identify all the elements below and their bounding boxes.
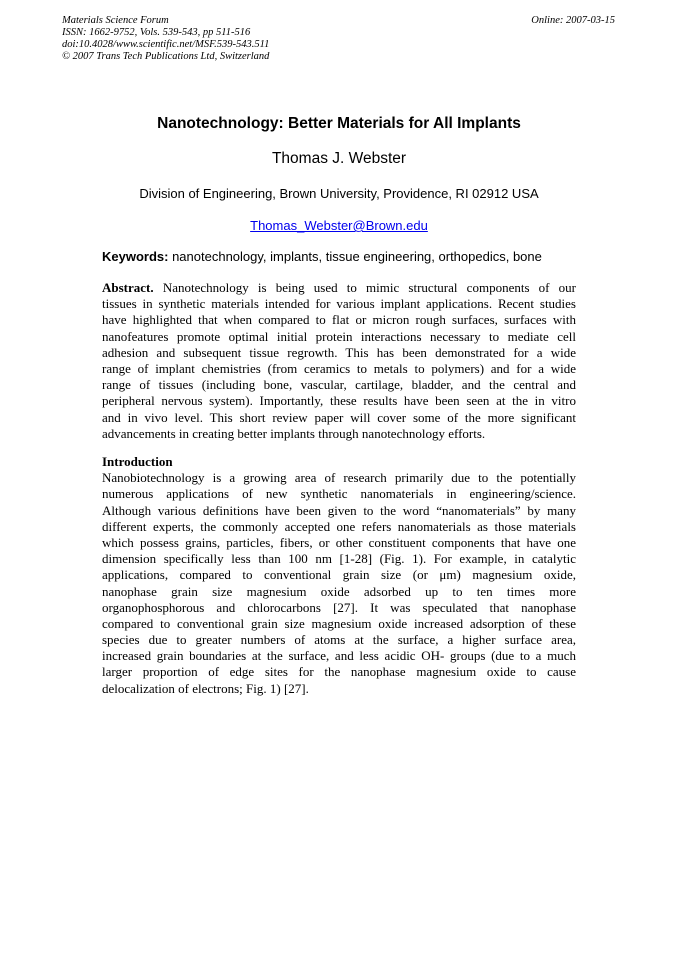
abstract-line: and in vivo level. This short review paper will cover some of the more significant (102, 409, 576, 425)
abstract-line: advancements in creating better implants through nanotechnology efforts. (102, 425, 486, 441)
paper-author: Thomas J. Webster (271, 150, 407, 167)
abstract-line: peripheral nervous system). Importantly, these results have been seen at the in vitro (102, 393, 576, 409)
introduction-line: Although various definitions have been given to the word “nanomaterials” by many (102, 502, 576, 518)
introduction-section (102, 454, 576, 697)
introduction-line: organophosphorous and chlorocarbons [27]. It was speculated that nanophase (102, 599, 576, 615)
keywords-line (102, 249, 576, 265)
keywords-text: nanotechnology, implants, tissue engineering, orthopedics, bone (168, 249, 542, 264)
journal-doi: doi:10.4028/www.scientific.net/MSF.539-543.511 (62, 39, 270, 50)
introduction-line: which possess grains, particles, fibers, or other constituent components that have one (102, 534, 576, 550)
introduction-line: dimension specifically less than 100 nm [1-28] (Fig. 1). For example, in catalytic (102, 551, 576, 567)
abstract-line: tissues in synthetic materials intended for various implant applications. Recent studies (102, 296, 576, 312)
introduction-heading: Introduction (102, 454, 173, 469)
abstract-line-text: Nanotechnology is being used to mimic structural components of our (162, 280, 576, 295)
keywords-label: Keywords: (102, 249, 169, 264)
abstract-line: adhesion and subsequent tissue regrowth. This has been demonstrated for a wide (102, 344, 576, 360)
author-affiliation: Division of Engineering, Brown University, Providence, RI 02912 USA (139, 186, 539, 201)
author-email-container (0, 218, 678, 234)
introduction-line: larger proportion of edge sites for the nanophase magnesium oxide to cause (102, 664, 576, 680)
introduction-line: Nanobiotechnology is a growing area of research primarily due to the potentially (102, 470, 576, 486)
introduction-line: increased grain boundaries at the surface, and less acidic OH- groups (due to a much (102, 648, 576, 664)
introduction-line: nanophase grain size magnesium oxide adsorbed up to ten times more (102, 583, 576, 599)
journal-header (62, 15, 269, 63)
introduction-line: delocalization of electrons; Fig. 1) [27]. (102, 680, 309, 696)
introduction-line: species due to greater numbers of atoms at the surface, a higher surface area, (102, 632, 576, 648)
online-date: Online: 2007-03-15 (531, 15, 615, 26)
abstract-line: nanofeatures promote optimal initial protein interactions necessary to mediate cell (102, 328, 576, 344)
introduction-line: compared to conventional grain size magnesium oxide increased adsorption of these (102, 615, 576, 631)
author-email-link[interactable]: Thomas_Webster@Brown.edu (250, 218, 428, 233)
introduction-line: different experts, the commonly accepted one refers nanomaterials as those materials (102, 518, 576, 534)
journal-copyright: © 2007 Trans Tech Publications Ltd, Switzerland (62, 51, 270, 62)
abstract-label: Abstract. (102, 280, 154, 295)
abstract-line (102, 280, 576, 296)
paper-title: Nanotechnology: Better Materials for All Implants (157, 115, 521, 132)
introduction-line: applications, compared to conventional grain size (or μm) magnesium oxide, (102, 567, 576, 583)
introduction-line: numerous applications of new synthetic nanomaterials in engineering/science. (102, 486, 576, 502)
journal-issn: ISSN: 1662-9752, Vols. 539-543, pp 511-516 (62, 27, 251, 38)
abstract-line: have highlighted that when compared to flat or micron rough surfaces, surfaces with (102, 312, 576, 328)
abstract-line: range of implant chemistries (from ceramics to metals to polymers) and for a wide (102, 360, 576, 376)
journal-name: Materials Science Forum (62, 15, 169, 26)
abstract-section (102, 280, 576, 442)
abstract-line: range of tissues (including bone, vascular, cartilage, bladder, and the central and (102, 377, 576, 393)
